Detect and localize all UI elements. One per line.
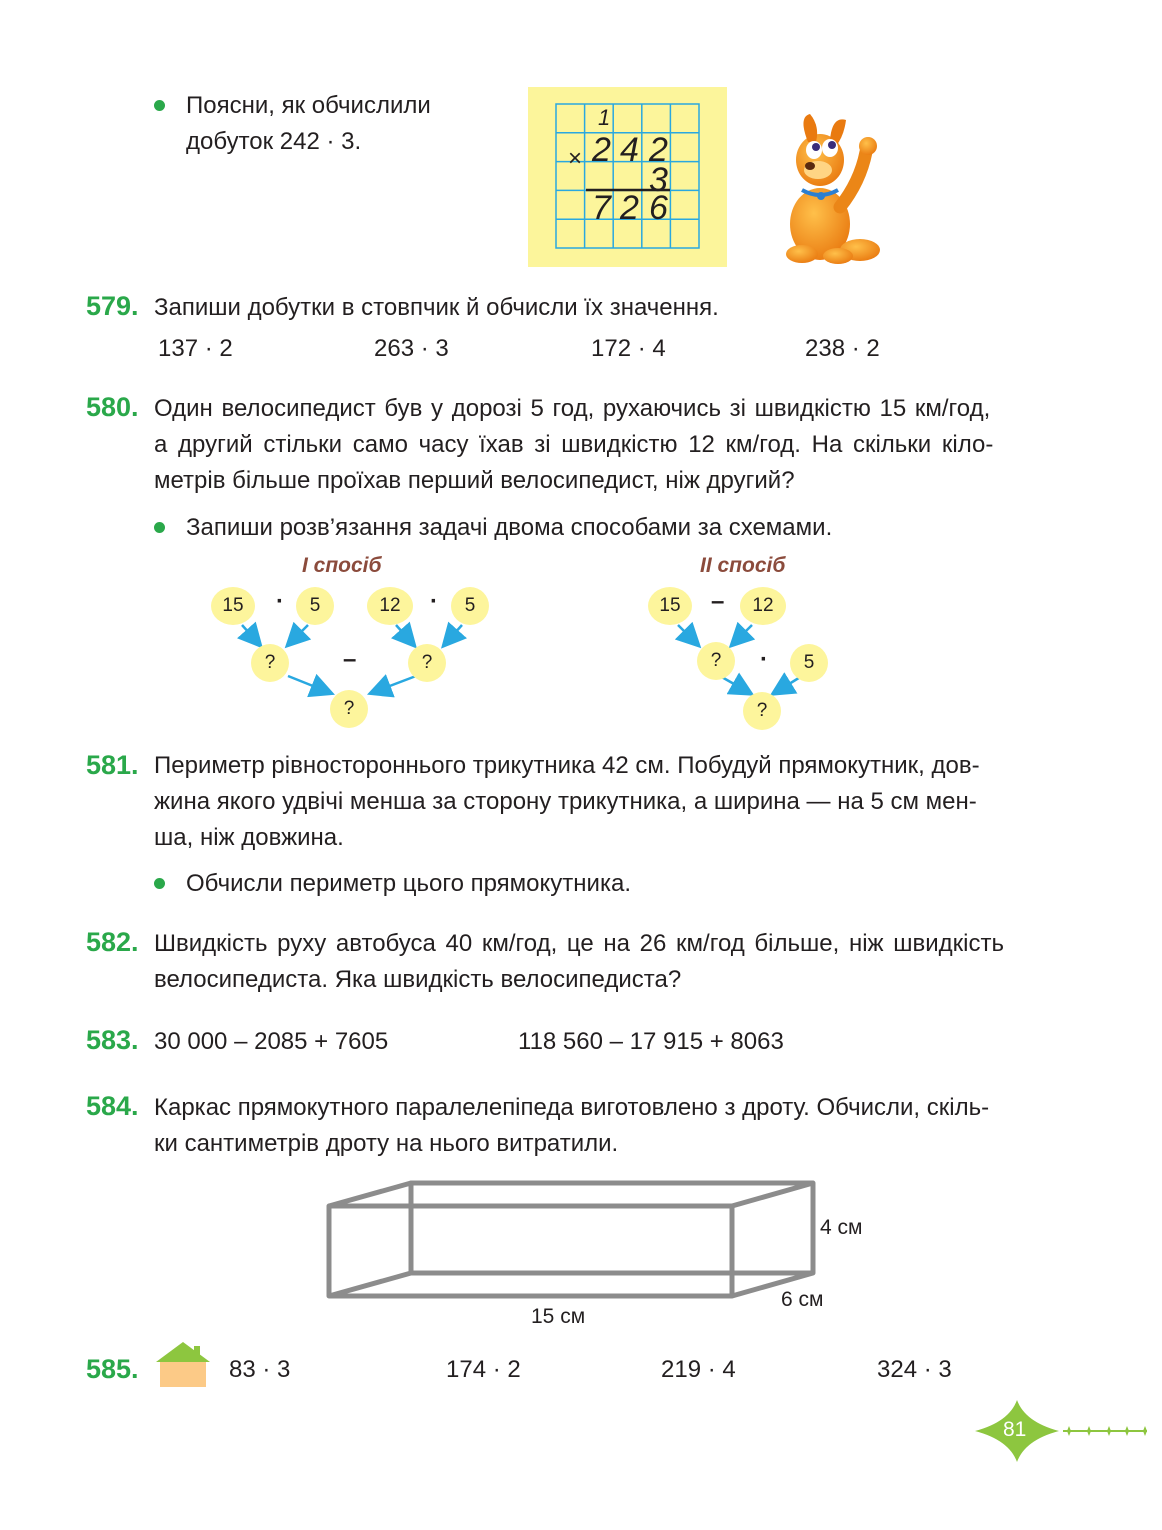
parallelepiped-frame: [320, 1175, 820, 1305]
problem-579-item: 238 · 2: [805, 335, 880, 362]
grid-times-sign: ×: [568, 145, 583, 172]
length-label: 15 см: [531, 1305, 586, 1328]
scheme-bubble: 12: [740, 587, 786, 625]
scheme-bubble: ?: [743, 692, 781, 730]
height-label: 4 см: [820, 1216, 863, 1239]
problem-585-item: 324 · 3: [877, 1356, 952, 1383]
problem-583-expr: 118 560 – 17 915 + 8063: [518, 1028, 784, 1055]
scheme-bubble: 12: [367, 587, 413, 625]
problem-583-expr: 30 000 – 2085 + 7605: [154, 1028, 389, 1055]
problem-581-line: ша, ніж довжина.: [154, 824, 344, 851]
scheme-operator: –: [711, 588, 725, 615]
multiplication-grid: [528, 87, 727, 267]
grid-digit: 4: [620, 131, 639, 169]
bullet-dot: [154, 878, 165, 889]
bullet-dot: [154, 100, 165, 111]
scheme-operator: –: [343, 646, 357, 673]
problem-583-number: 583.: [86, 1025, 139, 1055]
grid-digit: 2: [620, 189, 639, 227]
problem-581-line: Периметр рівностороннього трикутника 42 см. Побудуй прямокутник, дов-: [154, 752, 980, 779]
problem-585-number: 585.: [86, 1354, 139, 1384]
depth-label: 6 см: [781, 1288, 824, 1311]
problem-579-item: 137 · 2: [158, 335, 233, 362]
scheme-bubble: 15: [648, 587, 692, 625]
problem-580-line: метрів більше проїхав перший велосипедист, ніж другий?: [154, 467, 795, 494]
bullet-dot: [154, 522, 165, 533]
problem-579-item: 172 · 4: [591, 335, 666, 362]
scheme-operator: ·: [760, 646, 768, 673]
grid-carry: 1: [598, 105, 611, 130]
scheme-bubble: ?: [697, 642, 735, 680]
scheme-bubble: 15: [211, 587, 255, 625]
problem-584-line: Каркас прямокутного паралелепіпеда виготовлено з дроту. Обчисли, скіль-: [154, 1094, 990, 1121]
intro-line-1: Поясни, як обчислили: [186, 92, 431, 119]
intro-line-2: добуток 242 · 3.: [186, 128, 362, 155]
problem-580-number: 580.: [86, 392, 139, 422]
scheme-bubble: 5: [790, 644, 828, 682]
problem-580-bullet: Запиши розв’язання задачі двома способами за схемами.: [186, 514, 833, 541]
scheme-bubble: ?: [408, 644, 446, 682]
problem-584-number: 584.: [86, 1091, 139, 1121]
problem-580-line: а другий стільки само часу їхав зі швидкістю 12 км/год. На скільки кіло-: [154, 431, 994, 458]
problem-585-item: 174 · 2: [446, 1356, 521, 1383]
scheme-bubble: 5: [296, 587, 334, 625]
grid-svg: [528, 87, 727, 267]
scheme-bubble: ?: [251, 644, 289, 682]
page-number: 81: [1003, 1418, 1027, 1441]
grid-digit: 3: [649, 161, 668, 199]
scheme-operator: ·: [430, 588, 438, 615]
problem-581-bullet: Обчисли периметр цього прямокутника.: [186, 870, 631, 897]
grid-digit: 2: [649, 131, 668, 169]
grid-digit: 2: [592, 131, 611, 169]
method-2-title: ІІ спосіб: [700, 554, 786, 577]
homework-house-icon: [156, 1340, 210, 1388]
scheme-bubble: ?: [330, 690, 368, 728]
problem-579-text: Запиши добутки в стовпчик й обчисли їх значення.: [154, 294, 719, 321]
scheme-bubble: 5: [451, 587, 489, 625]
dog-mascot-illustration: [780, 112, 890, 267]
problem-580-line: Один велосипедист був у дорозі 5 год, рухаючись зі швидкістю 15 км/год,: [154, 395, 991, 422]
problem-579-number: 579.: [86, 291, 139, 321]
grid-digit: 7: [592, 189, 611, 227]
problem-579-item: 263 · 3: [374, 335, 449, 362]
problem-581-line: жина якого удвічі менша за сторону трикутника, а ширина — на 5 см мен-: [154, 788, 977, 815]
problem-581-number: 581.: [86, 750, 139, 780]
problem-585-item: 83 · 3: [229, 1356, 291, 1383]
problem-582-number: 582.: [86, 927, 139, 957]
problem-582-line: Швидкість руху автобуса 40 км/год, це на 26 км/год більше, ніж швидкість: [154, 930, 1005, 957]
scheme-operator: ·: [276, 588, 284, 615]
problem-582-line: велосипедиста. Яка швидкість велосипедиста?: [154, 966, 682, 993]
problem-584-line: ки сантиметрів дроту на нього витратили.: [154, 1130, 619, 1157]
grid-digit: 6: [649, 189, 668, 227]
method-1-title: І спосіб: [302, 554, 382, 577]
problem-585-item: 219 · 4: [661, 1356, 736, 1383]
